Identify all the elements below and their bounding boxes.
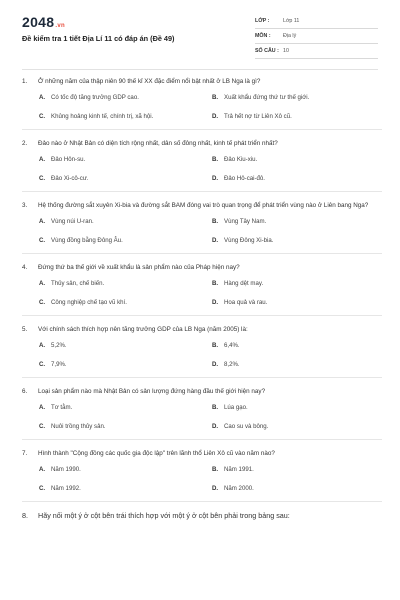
divider (22, 129, 382, 130)
option-d[interactable]: D. 8,2%. (212, 361, 240, 368)
meta-value: Lớp 11 (283, 18, 300, 24)
meta-row-question-count (255, 44, 378, 59)
question-text: Hệ thống đường sắt xuyên Xi-bia và đường sắt BAM đóng vai trò quan trọng để phát triển vùng nào ở Liên bang Nga? (38, 202, 369, 209)
site-logo[interactable] (22, 14, 65, 30)
question-4 (22, 263, 382, 308)
option-d[interactable]: D. Hoa quả và rau. (212, 299, 268, 306)
option-c[interactable]: C. Nuôi trồng thủy sản. (39, 423, 106, 430)
option-a[interactable]: A. Có tốc độ tăng trưởng GDP cao. (39, 94, 139, 101)
option-d[interactable]: D. Năm 2000. (212, 485, 254, 492)
option-b[interactable]: B. Hàng dệt may. (212, 280, 264, 287)
meta-key: LỚP : (255, 18, 270, 24)
option-c[interactable]: C. Đảo Xi-cô-cư. (39, 175, 89, 182)
option-a[interactable]: A. Thủy sản, chế biến. (39, 280, 105, 287)
option-c[interactable]: C. Khủng hoảng kinh tế, chính trị, xã hội. (39, 113, 154, 120)
question-number: 3. (22, 202, 28, 209)
question-list (22, 77, 382, 521)
question-number: 8. (22, 511, 28, 520)
option-b[interactable]: B. Năm 1991. (212, 466, 254, 473)
option-c[interactable]: C. Công nghiệp chế tạo vũ khí. (39, 299, 127, 306)
logo-text: 2048 (22, 14, 55, 30)
document-title: Đề kiểm tra 1 tiết Địa Lí 11 có đáp án (Đề 49) (22, 34, 175, 43)
option-a[interactable]: A. Tơ tằm. (39, 404, 73, 411)
option-a[interactable]: A. Năm 1990. (39, 466, 81, 473)
logo-suffix: .vn (55, 23, 65, 29)
option-c[interactable]: C. Năm 1992. (39, 485, 81, 492)
option-b[interactable]: B. 6,4%. (212, 342, 240, 349)
question-text: Đảo nào ở Nhật Bản có diện tích rộng nhất, dân số đông nhất, kinh tế phát triển nhất? (38, 140, 278, 147)
question-6 (22, 387, 382, 432)
divider (22, 501, 382, 502)
question-1 (22, 77, 382, 122)
question-text: Hình thành "Cộng đồng các quốc gia độc lập" trên lãnh thổ Liên Xô cũ vào năm nào? (38, 450, 275, 457)
question-2 (22, 139, 382, 184)
option-d[interactable]: D. Cao su và bông. (212, 423, 269, 430)
question-7 (22, 449, 382, 494)
option-b[interactable]: B. Lúa gạo. (212, 404, 248, 411)
question-number: 4. (22, 264, 28, 271)
option-d[interactable]: D. Vùng Đông Xi-bia. (212, 237, 274, 244)
option-b[interactable]: B. Vùng Tây Nam. (212, 218, 267, 225)
question-text: Loại sản phẩm nào mà Nhật Bản có sản lượng đứng hàng đầu thế giới hiện nay? (38, 388, 266, 395)
question-text: Với chính sách thích hợp nên tăng trưởng GDP của LB Nga (năm 2005) là: (38, 326, 248, 333)
exam-meta-table (255, 14, 378, 59)
meta-row-subject (255, 29, 378, 44)
question-3 (22, 201, 382, 246)
question-number: 2. (22, 140, 28, 147)
option-a[interactable]: A. Đảo Hôn-su. (39, 156, 86, 163)
question-text: Ở những năm của thập niên 90 thế kỉ XX đặc điểm nổi bật nhất ở LB Nga là gì? (38, 78, 261, 85)
divider (22, 253, 382, 254)
question-number: 7. (22, 450, 28, 457)
question-number: 6. (22, 388, 28, 395)
option-b[interactable]: B. Đảo Kiu-xiu. (212, 156, 258, 163)
question-8 (22, 511, 382, 521)
option-a[interactable]: A. 5,2%. (39, 342, 67, 349)
question-text: Đứng thứ ba thế giới về xuất khẩu là sản phẩm nào của Pháp hiện nay? (38, 264, 240, 271)
option-a[interactable]: A. Vùng núi U-ran. (39, 218, 94, 225)
meta-value: 10 (283, 48, 289, 54)
option-d[interactable]: D. Đảo Hô-cai-đô. (212, 175, 265, 182)
header-divider (22, 69, 378, 70)
meta-key: SỐ CÂU : (255, 48, 279, 54)
divider (22, 191, 382, 192)
meta-row-class (255, 14, 378, 29)
option-d[interactable]: D. Trả hết nợ từ Liên Xô cũ. (212, 113, 292, 120)
question-5 (22, 325, 382, 370)
question-number: 1. (22, 78, 28, 85)
option-c[interactable]: C. 7,9%. (39, 361, 67, 368)
meta-value: Địa lý (283, 33, 297, 39)
question-text: Hãy nối một ý ở cột bên trái thích hợp với một ý ở cột bên phải trong bảng sau: (38, 511, 290, 520)
divider (22, 377, 382, 378)
divider (22, 315, 382, 316)
question-number: 5. (22, 326, 28, 333)
divider (22, 439, 382, 440)
option-c[interactable]: C. Vùng đồng bằng Đông Âu. (39, 237, 123, 244)
meta-key: MÔN : (255, 33, 271, 39)
option-b[interactable]: B. Xuất khẩu đứng thứ tư thế giới. (212, 94, 310, 101)
